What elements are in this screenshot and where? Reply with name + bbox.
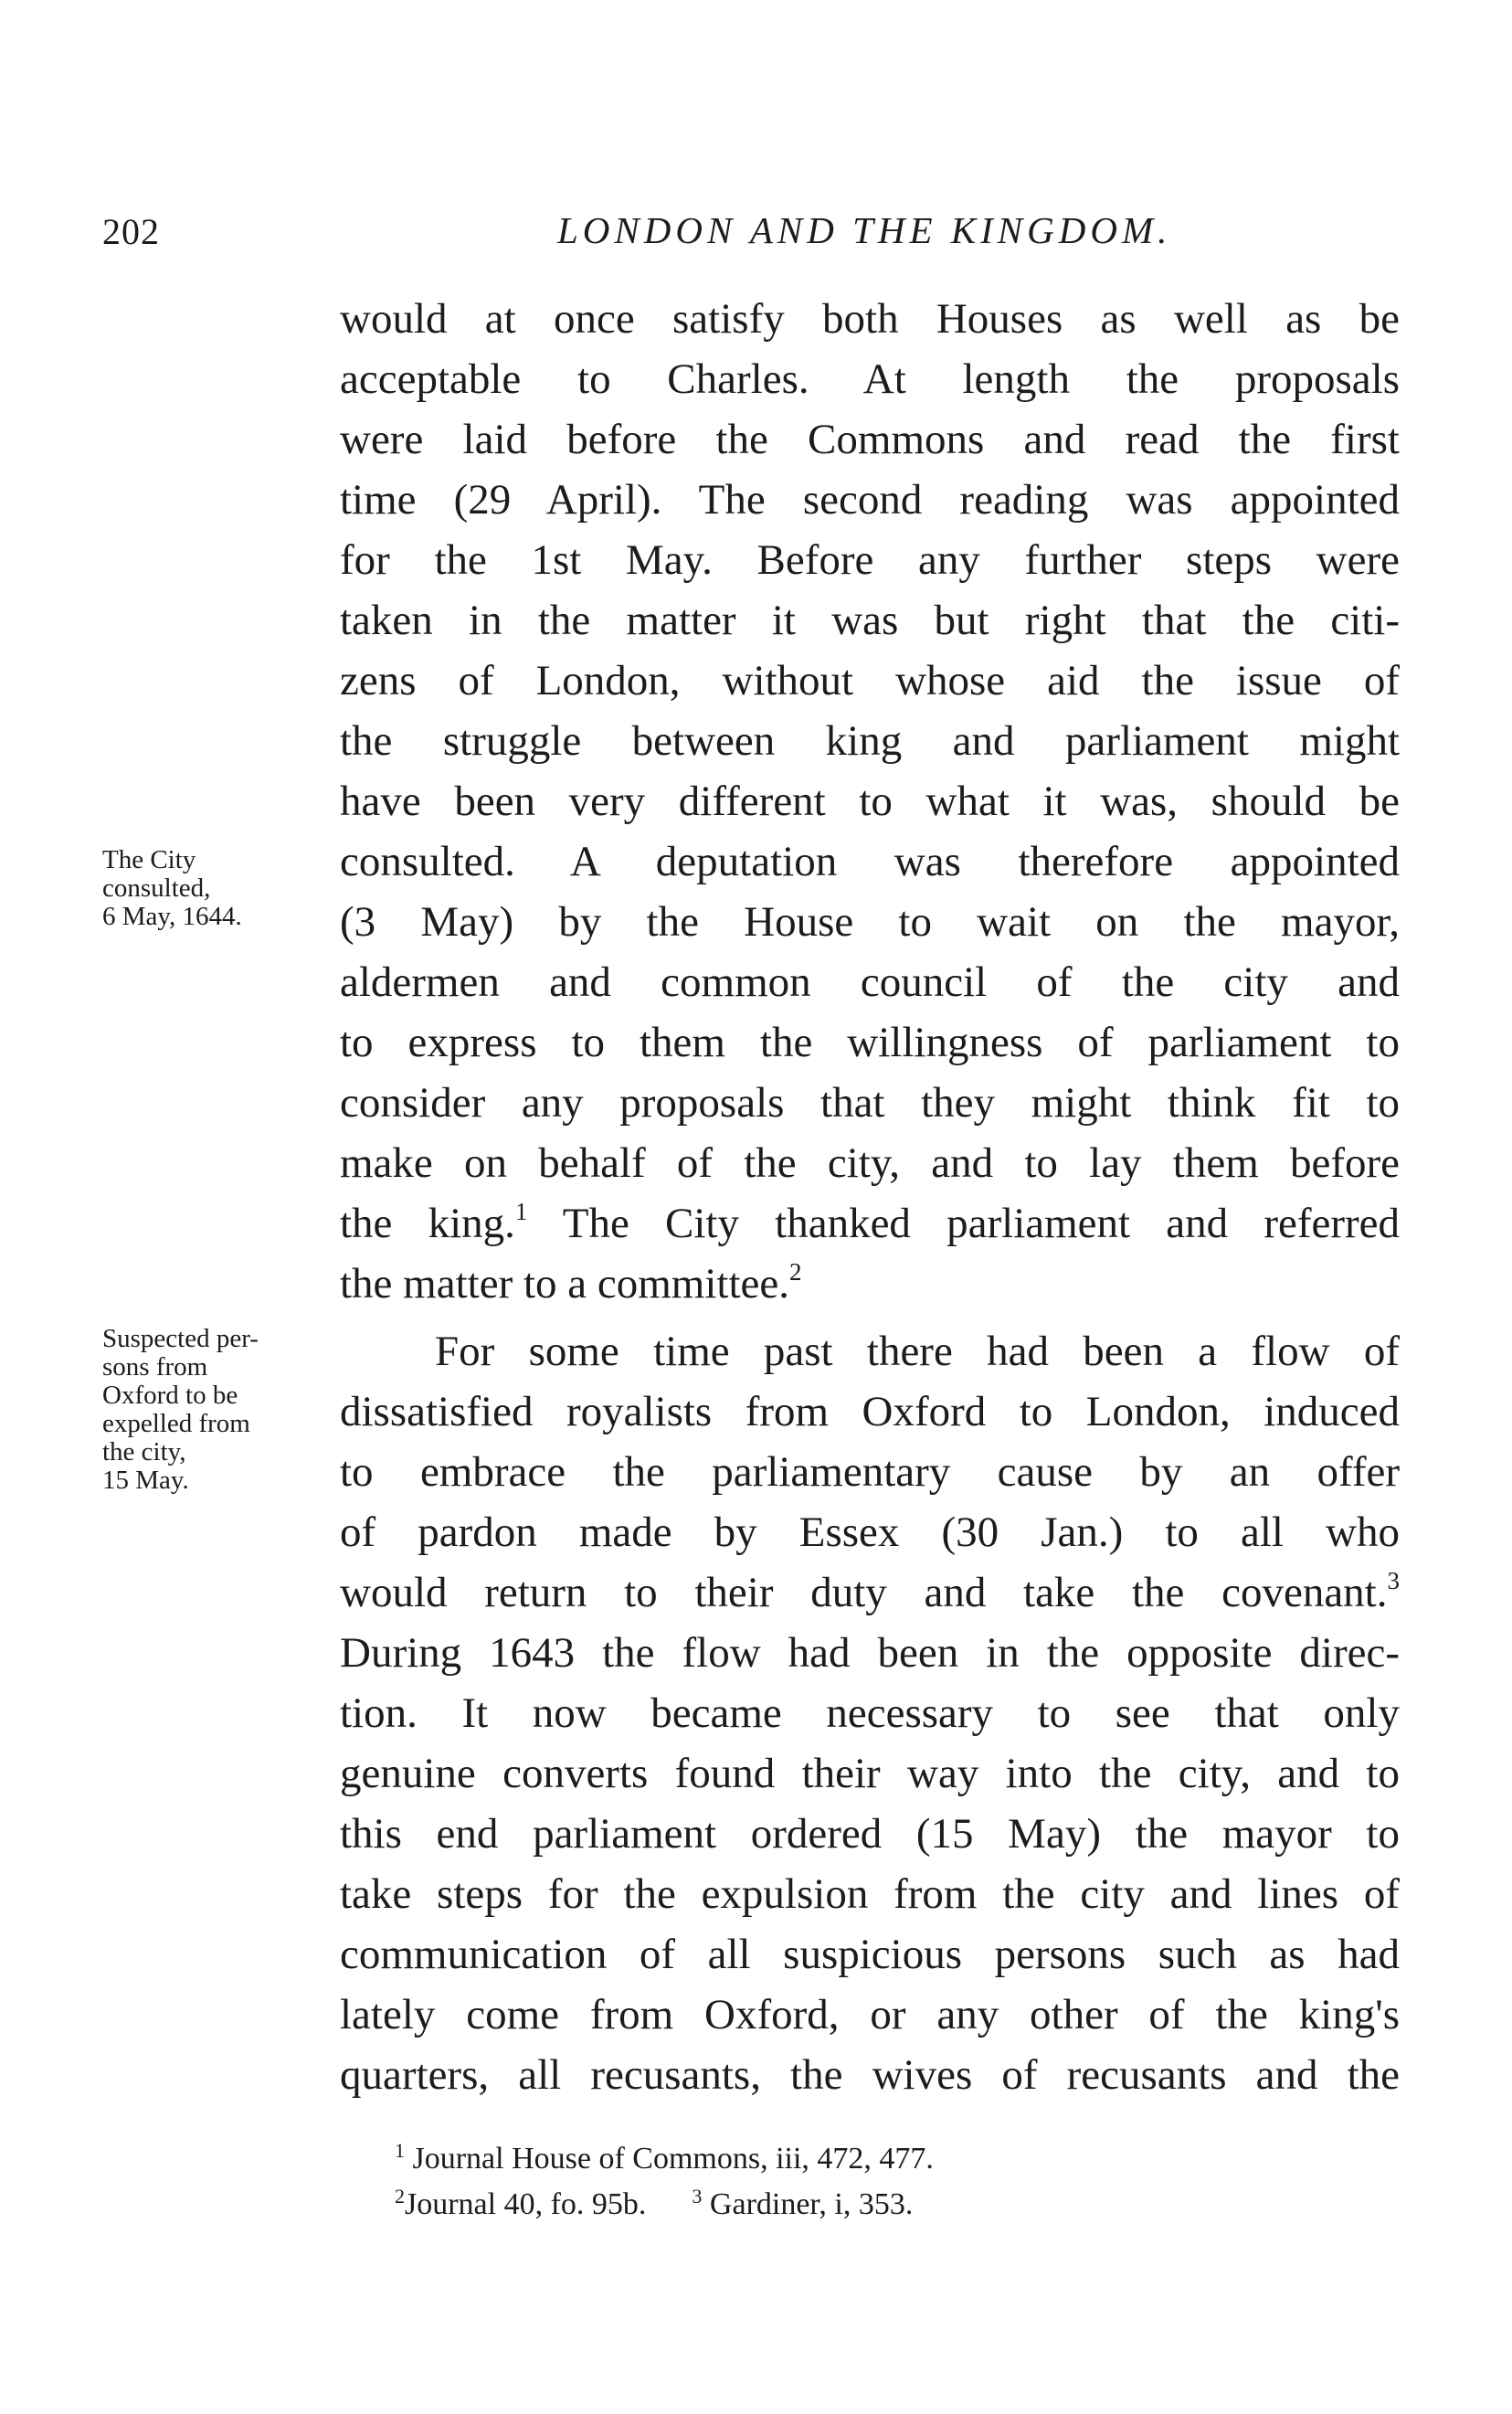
text-line: take steps for the expulsion from the city and lines of [340, 1870, 1400, 1918]
footnote-1 [395, 2136, 1400, 2182]
margin-note-line: 6 May, 1644. [102, 902, 242, 931]
margin-note-line: consulted, [102, 873, 211, 903]
text-line: were laid before the Commons and read the first [340, 416, 1400, 463]
footnote-ref-3: 3 [1387, 1567, 1400, 1594]
margin-note-line: Oxford to be [102, 1381, 238, 1410]
footnote-text: Journal 40, fo. 95b. [405, 2187, 647, 2221]
text-run: The City thanked parliament and referred [527, 1200, 1401, 1247]
text-line: for the 1st May. Before any further steps were [340, 536, 1400, 584]
text-line: have been very different to what it was, should be [340, 778, 1400, 825]
text-line: would at once satisfy both Houses as well as be [340, 295, 1400, 343]
margin-note-suspected-persons [102, 1325, 312, 1495]
text-line: the struggle between king and parliament might [340, 717, 1400, 765]
margin-note-line: sons from [102, 1352, 208, 1382]
text-line: consulted. A deputation was therefore appointed [340, 838, 1400, 885]
running-title: LONDON AND THE KINGDOM. [557, 209, 1172, 251]
text-line: acceptable to Charles. At length the proposals [340, 355, 1400, 403]
text-line: time (29 April). The second reading was appointed [340, 476, 1400, 524]
footnote-text: Journal House of Commons, iii, 472, 477. [412, 2142, 934, 2176]
text-line [340, 1562, 1400, 1623]
text-line: quarters, all recusants, the wives of recusants and the [340, 2051, 1400, 2099]
text-run: the king. [340, 1200, 515, 1247]
text-line: dissatisfied royalists from Oxford to London, induced [340, 1388, 1400, 1435]
text-line: tion. It now became necessary to see that only [340, 1689, 1400, 1737]
text-line: aldermen and common council of the city and [340, 958, 1400, 1006]
text-line: to embrace the parliamentary cause by an offer [340, 1448, 1400, 1496]
margin-note-line: 15 May. [102, 1466, 189, 1495]
footnote-mark: 2 [395, 2185, 405, 2208]
text-line: make on behalf of the city, and to lay them before [340, 1139, 1400, 1187]
text-line: lately come from Oxford, or any other of the king's [340, 1991, 1400, 2038]
margin-note-line: The City [102, 845, 196, 874]
text-line: of pardon made by Essex (30 Jan.) to all who [340, 1509, 1400, 1556]
text-line: (3 May) by the House to wait on the mayor, [340, 898, 1400, 946]
text-line: communication of all suspicious persons such as had [340, 1931, 1400, 1978]
text-line [340, 1193, 1400, 1254]
footnote-2 [395, 2187, 646, 2221]
text-line [340, 1254, 1400, 1314]
text-line: genuine converts found their way into the city, and to [340, 1750, 1400, 1797]
margin-note-city-consulted [102, 846, 312, 931]
footnote-row [395, 2182, 1400, 2228]
text-run: the matter to a committee. [340, 1260, 790, 1308]
text-line: to express to them the willingness of parliament to [340, 1019, 1400, 1066]
page-number: 202 [102, 211, 160, 252]
footnote-mark: 3 [692, 2185, 703, 2208]
footnote-text: Gardiner, i, 353. [709, 2187, 914, 2221]
footnote-ref-2: 2 [789, 1258, 802, 1286]
text-line: consider any proposals that they might think fit to [340, 1079, 1400, 1127]
text-line: zens of London, without whose aid the issue of [340, 657, 1400, 704]
margin-note-line: expelled from [102, 1409, 250, 1438]
footnote-ref-1: 1 [514, 1198, 528, 1225]
text-line: During 1643 the flow had been in the opposite direc- [340, 1629, 1400, 1677]
footnotes [395, 2136, 1400, 2228]
text-run: would return to their duty and take the covenant. [340, 1569, 1388, 1616]
margin-note-line: the city, [102, 1437, 186, 1466]
body-text [340, 289, 1400, 2105]
footnote-3 [692, 2187, 913, 2221]
text-line: this end parliament ordered (15 May) the mayor to [340, 1810, 1400, 1858]
margin-note-line: Suspected per- [102, 1324, 259, 1353]
footnote-mark: 1 [395, 2139, 405, 2162]
text-line: For some time past there had been a flow of [435, 1328, 1400, 1375]
text-line: taken in the matter it was but right that the citi- [340, 597, 1400, 644]
